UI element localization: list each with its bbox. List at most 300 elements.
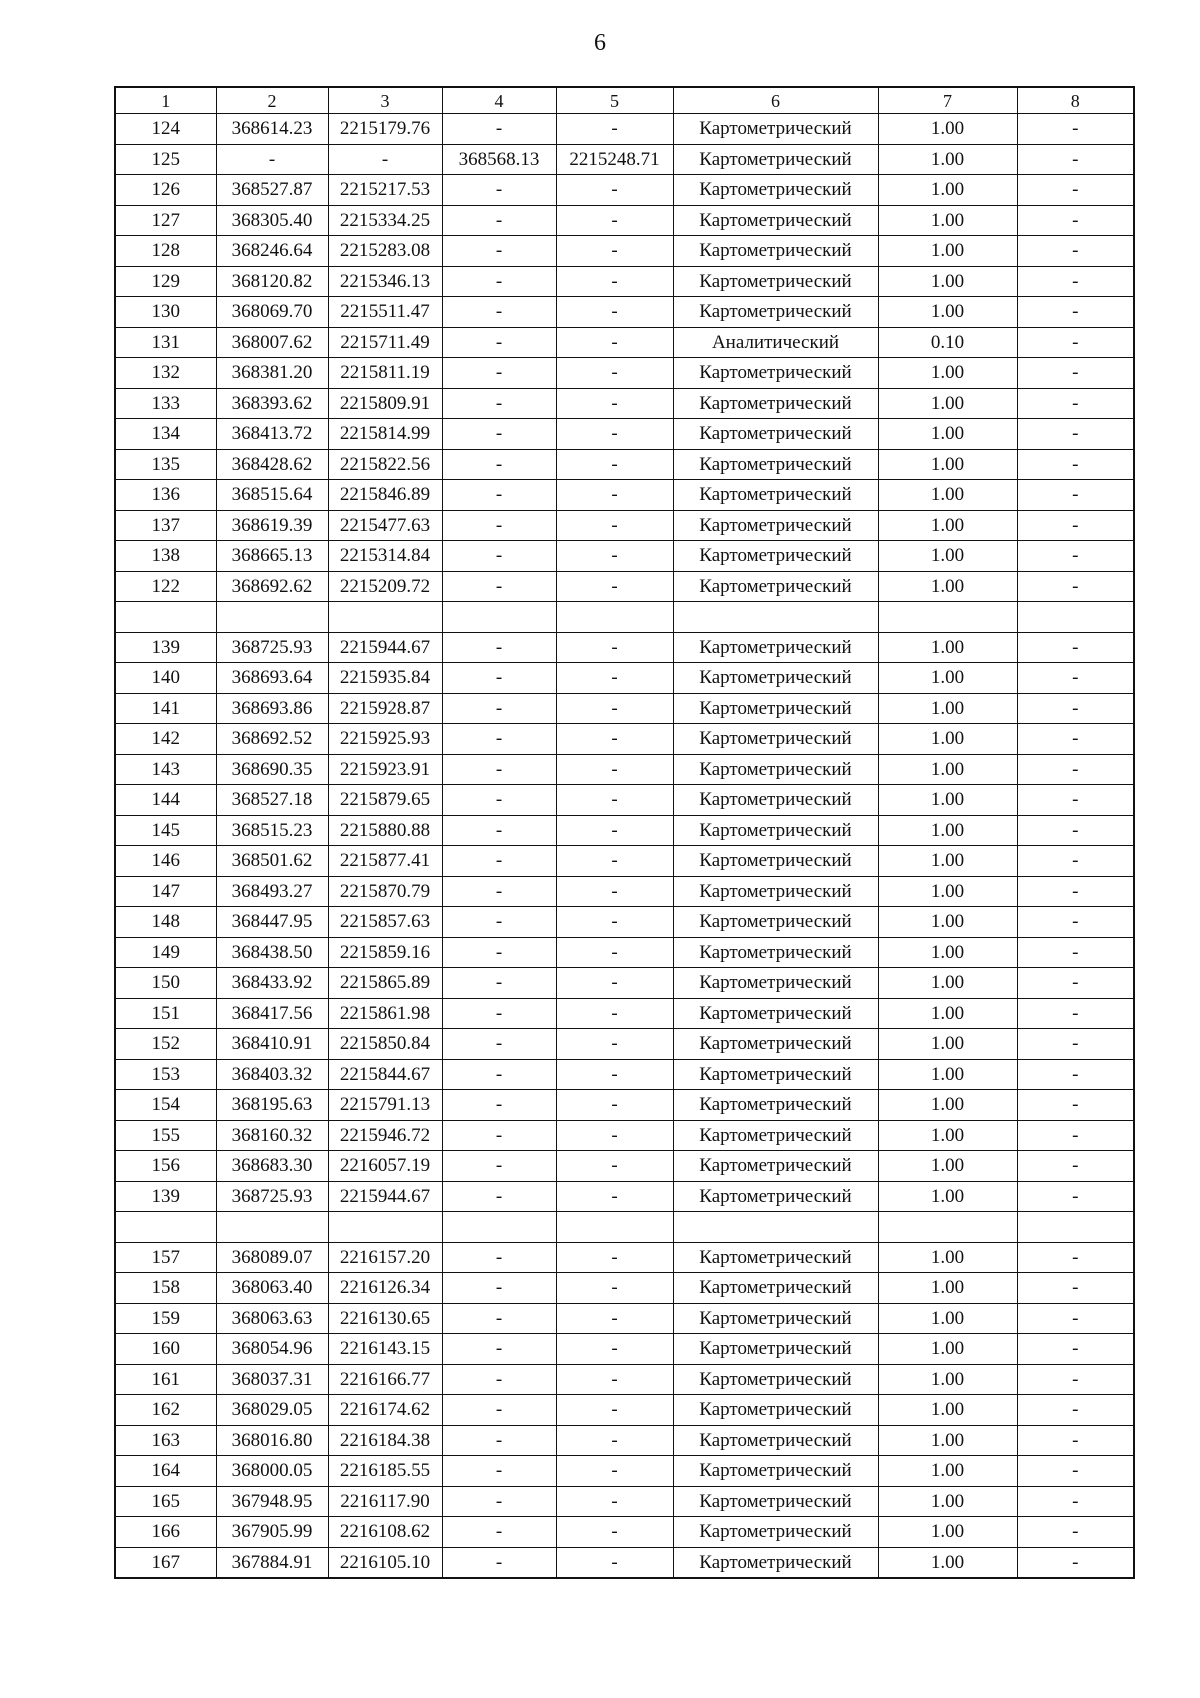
cell-method: Картометрический: [673, 632, 878, 663]
cell-x-coordinate-new: -: [442, 1517, 556, 1548]
cell-accuracy: 1.00: [878, 1059, 1017, 1090]
cell-y-coordinate: 2215944.67: [328, 1181, 442, 1212]
cell-y-coordinate: 2215217.53: [328, 175, 442, 206]
cell-note: -: [1017, 968, 1134, 999]
cell-method: Картометрический: [673, 205, 878, 236]
cell-accuracy: 1.00: [878, 663, 1017, 694]
cell-y-coordinate-new: -: [556, 1059, 673, 1090]
cell-point-number: 146: [115, 846, 216, 877]
cell-y-coordinate-new: -: [556, 907, 673, 938]
cell-y-coordinate-new: -: [556, 1334, 673, 1365]
cell-accuracy: 1.00: [878, 907, 1017, 938]
table-row: [115, 480, 1134, 511]
cell-x-coordinate: 368160.32: [216, 1120, 328, 1151]
cell-y-coordinate-new: -: [556, 724, 673, 755]
cell-x-coordinate-new: -: [442, 1364, 556, 1395]
cell-method: Картометрический: [673, 1517, 878, 1548]
table-row: [115, 144, 1134, 175]
cell-x-coordinate-new: -: [442, 114, 556, 145]
cell-x-coordinate-new: -: [442, 1486, 556, 1517]
cell-y-coordinate-new: -: [556, 1456, 673, 1487]
cell-accuracy: 1.00: [878, 114, 1017, 145]
cell-point-number: 155: [115, 1120, 216, 1151]
table-row: [115, 785, 1134, 816]
cell-y-coordinate-new: -: [556, 510, 673, 541]
cell-x-coordinate: 368063.40: [216, 1273, 328, 1304]
cell-y-coordinate: 2215877.41: [328, 846, 442, 877]
cell-method: [673, 1212, 878, 1243]
cell-x-coordinate: 368683.30: [216, 1151, 328, 1182]
cell-y-coordinate-new: -: [556, 358, 673, 389]
page-number: 6: [594, 30, 606, 56]
cell-y-coordinate: 2215791.13: [328, 1090, 442, 1121]
cell-method: Картометрический: [673, 663, 878, 694]
cell-y-coordinate: -: [328, 144, 442, 175]
cell-y-coordinate: 2215844.67: [328, 1059, 442, 1090]
cell-y-coordinate-new: -: [556, 846, 673, 877]
cell-accuracy: [878, 602, 1017, 633]
cell-point-number: 141: [115, 693, 216, 724]
cell-x-coordinate: 368305.40: [216, 205, 328, 236]
cell-note: -: [1017, 388, 1134, 419]
cell-point-number: 124: [115, 114, 216, 145]
cell-y-coordinate: 2215477.63: [328, 510, 442, 541]
table-row: [115, 1029, 1134, 1060]
cell-point-number: 148: [115, 907, 216, 938]
cell-accuracy: 1.00: [878, 297, 1017, 328]
cell-y-coordinate-new: -: [556, 1395, 673, 1426]
cell-y-coordinate-new: -: [556, 1547, 673, 1578]
cell-y-coordinate: 2216108.62: [328, 1517, 442, 1548]
cell-method: Картометрический: [673, 388, 878, 419]
cell-method: Аналитический: [673, 327, 878, 358]
cell-note: -: [1017, 1547, 1134, 1578]
cell-point-number: 154: [115, 1090, 216, 1121]
cell-point-number: 153: [115, 1059, 216, 1090]
cell-y-coordinate-new: -: [556, 449, 673, 480]
cell-x-coordinate: 368089.07: [216, 1242, 328, 1273]
cell-y-coordinate-new: -: [556, 1364, 673, 1395]
cell-y-coordinate: 2215511.47: [328, 297, 442, 328]
cell-note: -: [1017, 1517, 1134, 1548]
cell-method: Картометрический: [673, 1273, 878, 1304]
cell-x-coordinate: 368447.95: [216, 907, 328, 938]
cell-method: Картометрический: [673, 1334, 878, 1365]
cell-x-coordinate-new: -: [442, 236, 556, 267]
cell-x-coordinate-new: -: [442, 815, 556, 846]
cell-method: Картометрический: [673, 846, 878, 877]
cell-accuracy: 1.00: [878, 510, 1017, 541]
cell-x-coordinate: 368692.52: [216, 724, 328, 755]
cell-y-coordinate: 2216157.20: [328, 1242, 442, 1273]
cell-method: Картометрический: [673, 175, 878, 206]
cell-method: Картометрический: [673, 571, 878, 602]
cell-x-coordinate: 368246.64: [216, 236, 328, 267]
table-row: [115, 175, 1134, 206]
cell-x-coordinate-new: -: [442, 1090, 556, 1121]
cell-x-coordinate-new: -: [442, 968, 556, 999]
cell-y-coordinate: 2215946.72: [328, 1120, 442, 1151]
cell-y-coordinate-new: -: [556, 1151, 673, 1182]
cell-method: Картометрический: [673, 968, 878, 999]
cell-accuracy: 1.00: [878, 815, 1017, 846]
cell-note: -: [1017, 266, 1134, 297]
cell-note: -: [1017, 1456, 1134, 1487]
cell-y-coordinate-new: -: [556, 1090, 673, 1121]
table-row: [115, 114, 1134, 145]
cell-x-coordinate: 368417.56: [216, 998, 328, 1029]
cell-point-number: 131: [115, 327, 216, 358]
cell-note: [1017, 1212, 1134, 1243]
cell-accuracy: 1.00: [878, 358, 1017, 389]
cell-note: -: [1017, 571, 1134, 602]
cell-x-coordinate: 368693.64: [216, 663, 328, 694]
cell-method: Картометрический: [673, 297, 878, 328]
cell-y-coordinate: 2216057.19: [328, 1151, 442, 1182]
cell-method: Картометрический: [673, 1242, 878, 1273]
cell-accuracy: 1.00: [878, 480, 1017, 511]
cell-note: -: [1017, 1364, 1134, 1395]
cell-x-coordinate: 368069.70: [216, 297, 328, 328]
cell-point-number: 126: [115, 175, 216, 206]
table-row: [115, 449, 1134, 480]
cell-accuracy: 1.00: [878, 937, 1017, 968]
cell-method: Картометрический: [673, 419, 878, 450]
cell-x-coordinate-new: -: [442, 480, 556, 511]
cell-note: -: [1017, 114, 1134, 145]
cell-x-coordinate: 367948.95: [216, 1486, 328, 1517]
cell-point-number: 139: [115, 1181, 216, 1212]
cell-x-coordinate: 368016.80: [216, 1425, 328, 1456]
cell-y-coordinate-new: -: [556, 937, 673, 968]
cell-point-number: 125: [115, 144, 216, 175]
col-header-7: 7: [878, 87, 1017, 114]
cell-y-coordinate: 2215925.93: [328, 724, 442, 755]
cell-point-number: 149: [115, 937, 216, 968]
cell-note: -: [1017, 1120, 1134, 1151]
cell-accuracy: 1.00: [878, 1364, 1017, 1395]
table-row: [115, 1090, 1134, 1121]
cell-x-coordinate: 368381.20: [216, 358, 328, 389]
cell-point-number: 166: [115, 1517, 216, 1548]
cell-y-coordinate: 2215283.08: [328, 236, 442, 267]
col-header-8: 8: [1017, 87, 1134, 114]
cell-x-coordinate-new: -: [442, 1151, 556, 1182]
cell-point-number: 147: [115, 876, 216, 907]
cell-method: Картометрический: [673, 876, 878, 907]
cell-y-coordinate: 2215346.13: [328, 266, 442, 297]
cell-x-coordinate: 368619.39: [216, 510, 328, 541]
cell-y-coordinate-new: -: [556, 1273, 673, 1304]
cell-y-coordinate: 2216184.38: [328, 1425, 442, 1456]
cell-y-coordinate-new: -: [556, 1029, 673, 1060]
cell-method: Картометрический: [673, 1090, 878, 1121]
cell-y-coordinate: 2215928.87: [328, 693, 442, 724]
cell-y-coordinate-new: -: [556, 297, 673, 328]
table-row: [115, 541, 1134, 572]
table-row: [115, 1303, 1134, 1334]
cell-x-coordinate-new: -: [442, 1395, 556, 1426]
table-row: [115, 1059, 1134, 1090]
cell-y-coordinate: 2215179.76: [328, 114, 442, 145]
cell-y-coordinate: 2215711.49: [328, 327, 442, 358]
cell-note: -: [1017, 876, 1134, 907]
cell-note: -: [1017, 510, 1134, 541]
cell-point-number: 164: [115, 1456, 216, 1487]
cell-method: Картометрический: [673, 724, 878, 755]
cell-x-coordinate-new: -: [442, 724, 556, 755]
cell-y-coordinate-new: 2215248.71: [556, 144, 673, 175]
cell-y-coordinate-new: -: [556, 968, 673, 999]
table-row: [115, 327, 1134, 358]
table-row: [115, 876, 1134, 907]
cell-x-coordinate: 368000.05: [216, 1456, 328, 1487]
cell-point-number: 156: [115, 1151, 216, 1182]
cell-x-coordinate-new: -: [442, 1059, 556, 1090]
cell-accuracy: 1.00: [878, 1151, 1017, 1182]
cell-point-number: 145: [115, 815, 216, 846]
cell-note: -: [1017, 297, 1134, 328]
cell-x-coordinate: 367884.91: [216, 1547, 328, 1578]
cell-point-number: 165: [115, 1486, 216, 1517]
cell-note: -: [1017, 419, 1134, 450]
cell-x-coordinate-new: -: [442, 449, 556, 480]
cell-note: -: [1017, 1090, 1134, 1121]
cell-y-coordinate: 2215809.91: [328, 388, 442, 419]
cell-x-coordinate: 368037.31: [216, 1364, 328, 1395]
cell-note: -: [1017, 358, 1134, 389]
cell-x-coordinate: 368410.91: [216, 1029, 328, 1060]
table-row: [115, 1151, 1134, 1182]
cell-y-coordinate: 2216166.77: [328, 1364, 442, 1395]
cell-note: -: [1017, 632, 1134, 663]
cell-accuracy: 1.00: [878, 1303, 1017, 1334]
table-row: [115, 998, 1134, 1029]
cell-x-coordinate: 368063.63: [216, 1303, 328, 1334]
table-row: [115, 632, 1134, 663]
cell-y-coordinate: 2216185.55: [328, 1456, 442, 1487]
cell-x-coordinate: 368393.62: [216, 388, 328, 419]
cell-method: Картометрический: [673, 907, 878, 938]
cell-x-coordinate: 368693.86: [216, 693, 328, 724]
cell-y-coordinate: 2215880.88: [328, 815, 442, 846]
cell-x-coordinate: 368403.32: [216, 1059, 328, 1090]
cell-accuracy: 1.00: [878, 968, 1017, 999]
cell-y-coordinate: 2215923.91: [328, 754, 442, 785]
table-row: [115, 1181, 1134, 1212]
coordinates-table: [114, 86, 1135, 1579]
cell-y-coordinate: 2216126.34: [328, 1273, 442, 1304]
cell-method: Картометрический: [673, 1029, 878, 1060]
cell-accuracy: [878, 1212, 1017, 1243]
cell-note: -: [1017, 144, 1134, 175]
cell-point-number: 151: [115, 998, 216, 1029]
cell-x-coordinate-new: -: [442, 754, 556, 785]
cell-accuracy: 1.00: [878, 1334, 1017, 1365]
table-row: [115, 1425, 1134, 1456]
cell-accuracy: 1.00: [878, 1547, 1017, 1578]
cell-y-coordinate-new: -: [556, 815, 673, 846]
cell-y-coordinate-new: -: [556, 114, 673, 145]
cell-note: -: [1017, 907, 1134, 938]
cell-y-coordinate-new: -: [556, 1517, 673, 1548]
table-row: [115, 1486, 1134, 1517]
cell-x-coordinate-new: -: [442, 907, 556, 938]
cell-y-coordinate-new: -: [556, 419, 673, 450]
table-row: [115, 388, 1134, 419]
cell-note: -: [1017, 1486, 1134, 1517]
cell-x-coordinate: 368493.27: [216, 876, 328, 907]
cell-x-coordinate: 368007.62: [216, 327, 328, 358]
cell-x-coordinate-new: -: [442, 632, 556, 663]
cell-method: Картометрический: [673, 480, 878, 511]
cell-y-coordinate-new: [556, 1212, 673, 1243]
cell-point-number: 139: [115, 632, 216, 663]
cell-y-coordinate: [328, 1212, 442, 1243]
cell-point-number: 140: [115, 663, 216, 694]
col-header-6: 6: [673, 87, 878, 114]
table-header-row: [115, 87, 1134, 114]
cell-method: Картометрический: [673, 785, 878, 816]
cell-x-coordinate-new: -: [442, 663, 556, 694]
cell-method: Картометрический: [673, 754, 878, 785]
cell-y-coordinate-new: -: [556, 1181, 673, 1212]
cell-note: -: [1017, 937, 1134, 968]
cell-y-coordinate-new: [556, 602, 673, 633]
cell-x-coordinate-new: -: [442, 1547, 556, 1578]
table-body: [115, 114, 1134, 1579]
cell-x-coordinate: 368725.93: [216, 1181, 328, 1212]
cell-note: -: [1017, 1181, 1134, 1212]
cell-x-coordinate: [216, 1212, 328, 1243]
cell-method: Картометрический: [673, 815, 878, 846]
cell-accuracy: 0.10: [878, 327, 1017, 358]
cell-note: -: [1017, 846, 1134, 877]
cell-point-number: 127: [115, 205, 216, 236]
cell-point-number: 132: [115, 358, 216, 389]
cell-point-number: 130: [115, 297, 216, 328]
cell-y-coordinate-new: -: [556, 388, 673, 419]
cell-method: Картометрический: [673, 1120, 878, 1151]
cell-accuracy: 1.00: [878, 1456, 1017, 1487]
cell-y-coordinate-new: -: [556, 754, 673, 785]
cell-point-number: 157: [115, 1242, 216, 1273]
cell-y-coordinate-new: -: [556, 998, 673, 1029]
col-header-5: 5: [556, 87, 673, 114]
cell-accuracy: 1.00: [878, 1029, 1017, 1060]
cell-note: -: [1017, 449, 1134, 480]
cell-accuracy: 1.00: [878, 144, 1017, 175]
cell-y-coordinate-new: -: [556, 480, 673, 511]
col-header-4: 4: [442, 87, 556, 114]
cell-x-coordinate: 368725.93: [216, 632, 328, 663]
cell-x-coordinate: 368690.35: [216, 754, 328, 785]
cell-method: Картометрический: [673, 1303, 878, 1334]
cell-x-coordinate-new: -: [442, 1120, 556, 1151]
cell-point-number: 129: [115, 266, 216, 297]
cell-method: Картометрический: [673, 1547, 878, 1578]
cell-note: -: [1017, 998, 1134, 1029]
cell-point-number: 161: [115, 1364, 216, 1395]
cell-x-coordinate-new: -: [442, 419, 556, 450]
cell-x-coordinate: 368029.05: [216, 1395, 328, 1426]
cell-method: [673, 602, 878, 633]
cell-y-coordinate: 2216117.90: [328, 1486, 442, 1517]
cell-y-coordinate: 2215850.84: [328, 1029, 442, 1060]
cell-x-coordinate-new: -: [442, 1425, 556, 1456]
cell-note: -: [1017, 1425, 1134, 1456]
cell-y-coordinate-new: -: [556, 1425, 673, 1456]
cell-y-coordinate-new: -: [556, 541, 673, 572]
cell-point-number: 134: [115, 419, 216, 450]
cell-accuracy: 1.00: [878, 754, 1017, 785]
cell-note: -: [1017, 785, 1134, 816]
cell-y-coordinate: 2215870.79: [328, 876, 442, 907]
cell-note: -: [1017, 327, 1134, 358]
cell-x-coordinate-new: -: [442, 205, 556, 236]
table-row: [115, 663, 1134, 694]
cell-point-number: 138: [115, 541, 216, 572]
table-row: [115, 358, 1134, 389]
table-row: [115, 1242, 1134, 1273]
cell-x-coordinate: 368665.13: [216, 541, 328, 572]
table-row: [115, 724, 1134, 755]
cell-x-coordinate: [216, 602, 328, 633]
cell-x-coordinate-new: [442, 1212, 556, 1243]
cell-y-coordinate: 2215859.16: [328, 937, 442, 968]
cell-accuracy: 1.00: [878, 724, 1017, 755]
table-row: [115, 1273, 1134, 1304]
cell-y-coordinate-new: -: [556, 876, 673, 907]
cell-accuracy: 1.00: [878, 175, 1017, 206]
cell-method: Картометрический: [673, 693, 878, 724]
cell-method: Картометрический: [673, 1456, 878, 1487]
cell-point-number: 128: [115, 236, 216, 267]
cell-accuracy: 1.00: [878, 571, 1017, 602]
table-row: [115, 1334, 1134, 1365]
cell-note: -: [1017, 693, 1134, 724]
cell-accuracy: 1.00: [878, 846, 1017, 877]
cell-method: Картометрический: [673, 1425, 878, 1456]
cell-note: -: [1017, 1273, 1134, 1304]
cell-accuracy: 1.00: [878, 541, 1017, 572]
cell-accuracy: 1.00: [878, 1120, 1017, 1151]
cell-y-coordinate-new: -: [556, 327, 673, 358]
cell-x-coordinate-new: -: [442, 541, 556, 572]
cell-accuracy: 1.00: [878, 693, 1017, 724]
cell-y-coordinate-new: -: [556, 205, 673, 236]
cell-note: -: [1017, 1303, 1134, 1334]
cell-x-coordinate: 367905.99: [216, 1517, 328, 1548]
cell-point-number: 159: [115, 1303, 216, 1334]
cell-y-coordinate: 2215334.25: [328, 205, 442, 236]
cell-note: -: [1017, 236, 1134, 267]
cell-note: [1017, 602, 1134, 633]
cell-y-coordinate-new: -: [556, 663, 673, 694]
cell-x-coordinate-new: -: [442, 998, 556, 1029]
cell-y-coordinate: 2215814.99: [328, 419, 442, 450]
table-row: [115, 1395, 1134, 1426]
cell-accuracy: 1.00: [878, 785, 1017, 816]
cell-x-coordinate-new: -: [442, 937, 556, 968]
table-row: [115, 510, 1134, 541]
cell-accuracy: 1.00: [878, 449, 1017, 480]
cell-x-coordinate-new: -: [442, 266, 556, 297]
cell-note: -: [1017, 754, 1134, 785]
cell-y-coordinate: 2215209.72: [328, 571, 442, 602]
cell-point-number: 158: [115, 1273, 216, 1304]
cell-x-coordinate-new: -: [442, 297, 556, 328]
